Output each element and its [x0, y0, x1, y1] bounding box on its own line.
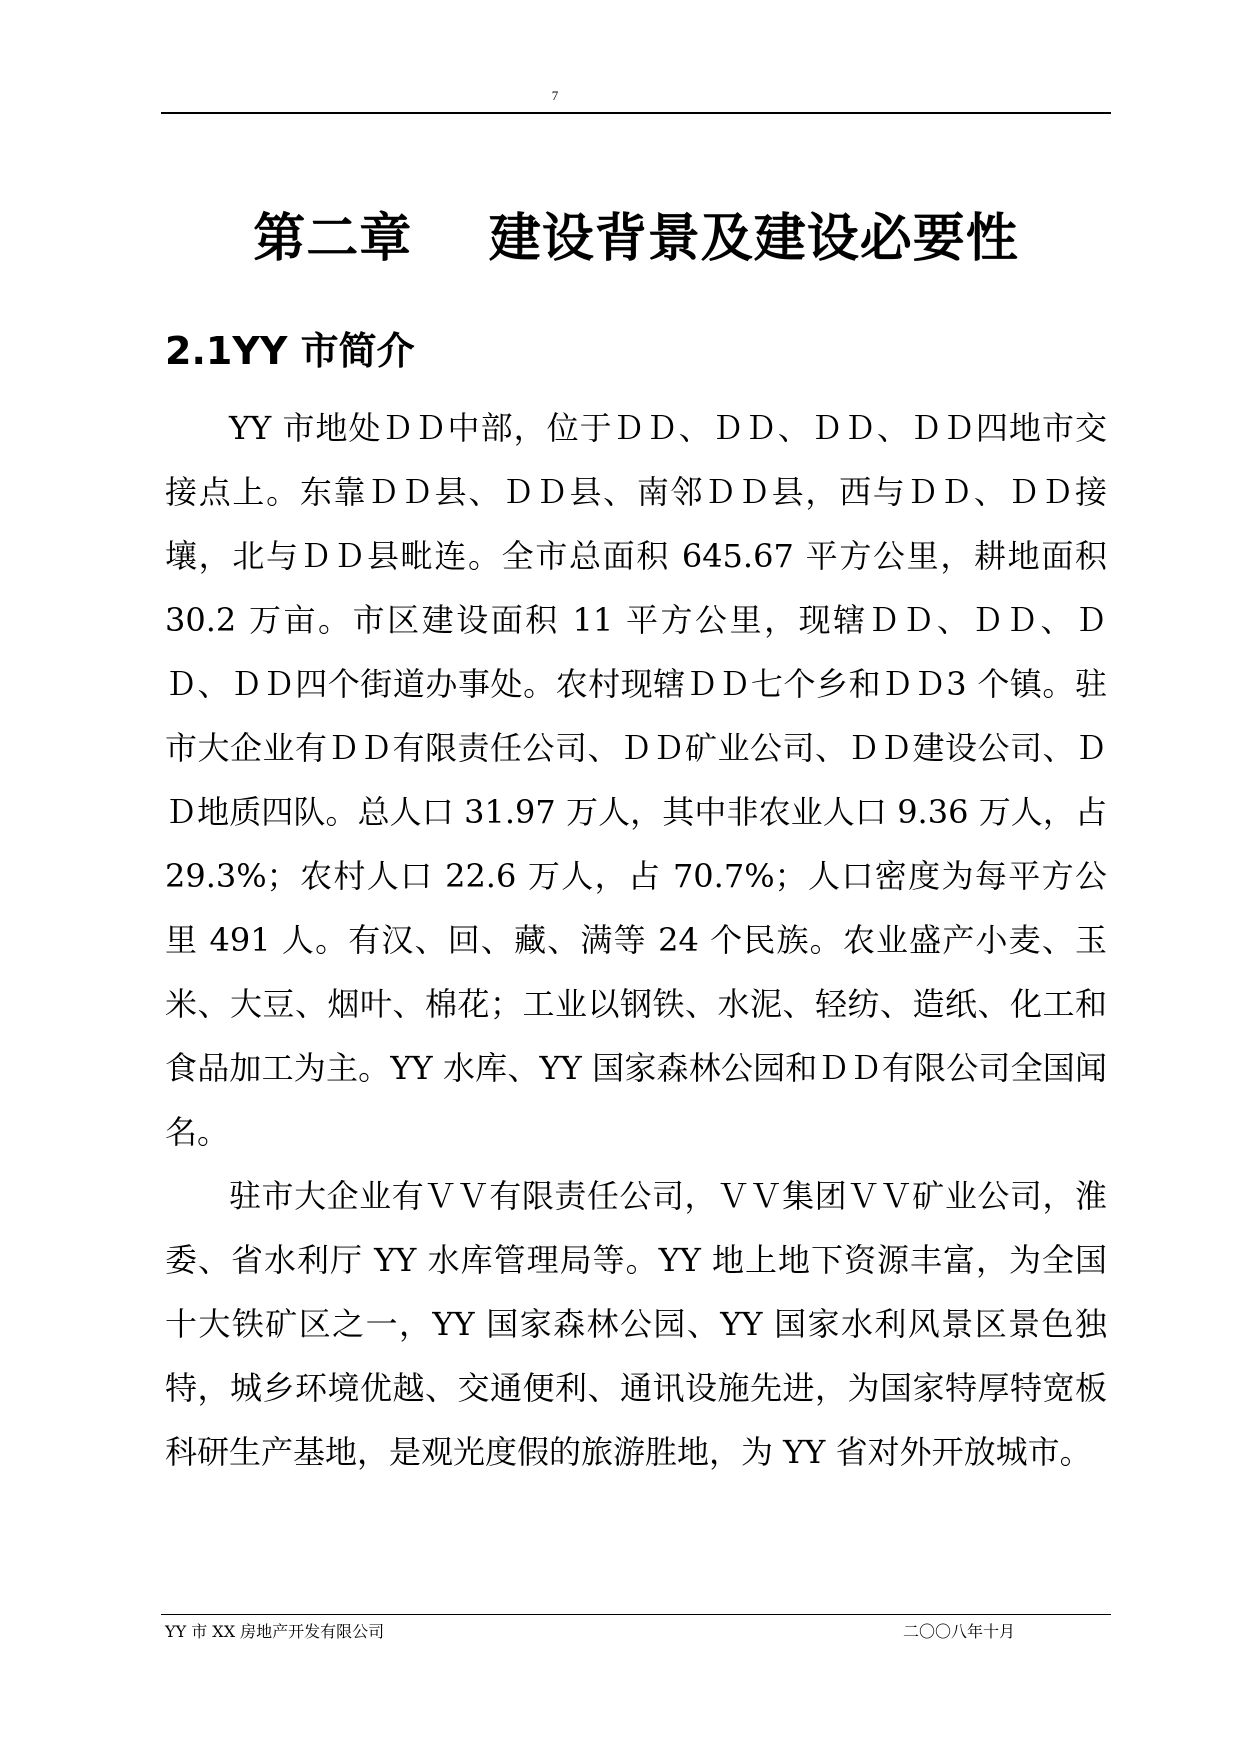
footer-company: YY 市 XX 房地产开发有限公司 [165, 1622, 385, 1641]
paragraph-city-overview: YY 市地处ＤＤ中部，位于ＤＤ、ＤＤ、ＤＤ、ＤＤ四地市交接点上。东靠ＤＤ县、ＤＤ县、南邻ＤＤ县，西与ＤＤ、ＤＤ接壤，北与ＤＤ县毗连。全市总面积 645.67 平方公里，耕地面积 30.2 万亩。市区建设面积 11 平方公里，现辖ＤＤ、ＤＤ、ＤＤ、ＤＤ四个街道办事处。农村现辖ＤＤ七个乡和ＤＤ3 个镇。驻市大企业有ＤＤ有限责任公司、ＤＤ矿业公司、ＤＤ建设公司、ＤＤ地质四队。总人口 31.97 万人，其中非农业人口 9.36 万人，占 29.3%；农村人口 22.6 万人，占 70.7%；人口密度为每平方公里 491 人。有汉、回、藏、满等 24 个民族。农业盛产小麦、玉米、大豆、烟叶、棉花；工业以钢铁、水泥、轻纺、造纸、化工和食品加工为主。YY 水库、YY 国家森林公园和ＤＤ有限公司全国闻名。 [165, 409, 1107, 1151]
footer-rule [161, 1614, 1111, 1615]
section-heading: 2.1YY 市简介 [165, 329, 415, 373]
body-text [165, 396, 1107, 1484]
page-number: 7 [551, 88, 559, 103]
footer-date: 二〇〇八年十月 [903, 1622, 1016, 1641]
header-rule [161, 112, 1111, 114]
chapter-title: 第二章 建设背景及建设必要性 [253, 209, 1019, 269]
paragraph-enterprises-resources: 驻市大企业有ＶＶ有限责任公司，ＶＶ集团ＶＶ矿业公司，淮委、省水利厅 YY 水库管理局等。YY 地上地下资源丰富，为全国十大铁矿区之一，YY 国家森林公园、YY 国家水利风景区景色独特，城乡环境优越、交通便利、通讯设施先进，为国家特厚特宽板科研生产基地，是观光度假的旅游胜地，为 YY 省对外开放城市。 [165, 1177, 1107, 1471]
